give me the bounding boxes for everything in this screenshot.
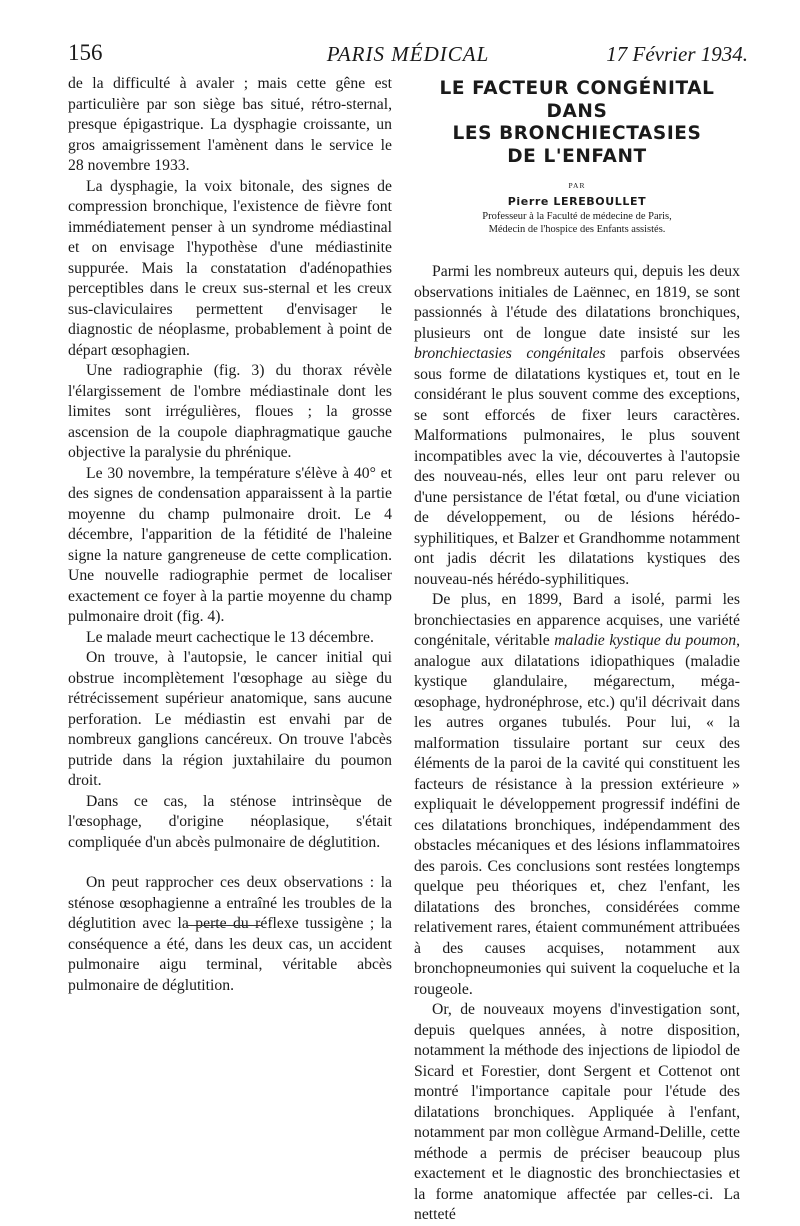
author-name: Pierre LEREBOULLET	[507, 195, 647, 208]
paragraph: de la difficulté à avaler ; mais cette gêne est particulière par son siège bas situé, rétro-sternal, presque épigastrique. La dysphagie croissante, un gros amaigrissement l'amènent dans le service le 28 novembre 1933.	[68, 75, 392, 174]
emphasis: maladie kystique du poumon	[554, 632, 737, 649]
title-line: LE FACTEUR CONGÉNITAL	[439, 78, 715, 99]
issue-date: 17 Février 1934.	[606, 42, 748, 66]
title-line: DANS	[546, 100, 608, 122]
affiliation-line: Professeur à la Faculté de médecine de Paris,	[482, 211, 672, 222]
paragraph: Le 30 novembre, la température s'élève à 40° et des signes de condensation apparaissent à la partie moyenne du champ pulmonaire droit. Le 4 décembre, l'apparition de la fétidité de l'haleine signe la nature gangreneuse de cette complication. Une nouvelle radiographie permet de localiser exactement ce foyer à la partie moyenne du champ pulmonaire droit (fig. 4).	[68, 464, 392, 625]
journal-title: PARIS MÉDICAL	[326, 42, 490, 66]
paragraph: Parmi les nombreux auteurs qui, depuis les deux observations initiales de Laënnec, en 1819, se sont passionnés à l'étude des dilatations bronchiques, plusieurs ont de longue date insisté sur les bronchiectasies congénitales parfois observées sous forme de dilatations kystiques et, tout en le considérant le plus souvent comme des exceptions, se sont efforcés de fixer leurs caractères. Malformations pulmonaires, le plus souvent incompatibles avec la vie, découvertes à l'autopsie des nouveau-nés, elles leur ont paru relever ou d'une persistance de l'état fœtal, ou d'une viciation de développement, ou de lésions hérédo-syphilitiques, et Balzer et Grandhomme notamment ont jadis décrit les dilatations kystiques des nouveau-nés hérédo-syphilitiques.	[414, 263, 740, 588]
page-number: 156	[68, 40, 103, 65]
paragraph: Dans ce cas, la sténose intrinsèque de l'œsophage, d'origine néoplasique, s'était compliquée d'un abcès pulmonaire de déglutition.	[68, 792, 392, 851]
author-affiliation	[414, 211, 740, 236]
paragraph: On peut rapprocher ces deux observations : la sténose œsophagienne a entraîné les troubles de la déglutition avec la perte du réflexe tussigène ; la conséquence a été, dans les deux cas, un accident pulmonaire aigu terminal, véritable abcès pulmonaire de déglutition.	[68, 874, 392, 994]
paragraph: De plus, en 1899, Bard a isolé, parmi les bronchiectasies en apparence acquises, une variété congénitale, véritable maladie kystique du poumon, analogue aux dilatations idiopathiques (maladie kystique glandulaire, mégarectum, méga-œsophage, hydronéphrose, etc.) qu'il décrivait dans les autres organes tubulés. Pour lui, « la malformation tissulaire portant sur ceux des éléments de la paroi de la cavité qui constituent les facteurs de résistance à la pression extérieure » expliquait le développement progressif indéfini de ces dilatations bronchiques, indépendamment des obstacles mécaniques et des lésions inflammatoires des parois. Ces conclusions sont restées longtemps quelque peu théoriques et, chez l'enfant, les dilatations des bronches, considérées comme relativement rares, étaient communément attribuées à des causes acquises, notamment aux bronchopneumonies qui suivent la coqueluche et la rougeole.	[414, 591, 740, 998]
article-title	[414, 78, 740, 168]
emphasis: bronchiectasies congénitales	[414, 345, 606, 362]
paragraph: La dysphagie, la voix bitonale, des signes de compression bronchique, l'existence de fièvre font immédiatement penser à un syndrome médiastinal et on envisage l'hypothèse d'une médiastinite suppurée. Mais la constatation d'adénopathies perceptibles dans le creux sus-sternal et les creux sus-claviculaires permettent d'envisager le diagnostic de néoplasme, probablement à point de départ œsophagien.	[68, 177, 392, 359]
paragraph: Une radiographie (fig. 3) du thorax révèle l'élargissement de l'ombre médiastinale dont les limites sont irrégulières, floues ; la grosse ascension de la coupole diaphragmatique gauche objective la paralysie du phrénique.	[68, 362, 392, 461]
paragraph: Le malade meurt cachectique le 13 décembre.	[86, 628, 374, 646]
page-header	[68, 40, 748, 70]
title-line: LES BRONCHIECTASIES	[452, 123, 702, 144]
section-divider	[186, 925, 262, 926]
right-column	[414, 262, 740, 1226]
paragraph: On trouve, à l'autopsie, le cancer initial qui obstrue incomplètement l'œsophage au siège du rétrécissement supérieur anatomique, sans aucune perforation. Le médiastin est envahi par de nombreux ganglions cancéreux. On trouve l'abcès putride dans la région juxtahilaire du poumon droit.	[68, 649, 392, 789]
paragraph: Or, de nouveaux moyens d'investigation sont, depuis quelques années, à notre disposition, notamment la méthode des injections de lipiodol de Sicard et Forestier, dont Sergent et Cottenot ont montré l'importance capitale pour l'étude des dilatations bronchiques. Appliquée à l'enfant, notamment par mon collègue Armand-Delille, cette méthode a permis de préciser beaucoup plus exactement et le diagnostic des bronchiectasies et la forme anatomique affectée par celles-ci. La netteté	[414, 1001, 740, 1223]
title-line: DE L'ENFANT	[507, 145, 647, 167]
affiliation-line: Médecin de l'hospice des Enfants assistés.	[488, 223, 666, 235]
byline-par: PAR	[568, 181, 586, 190]
left-column	[68, 74, 392, 996]
